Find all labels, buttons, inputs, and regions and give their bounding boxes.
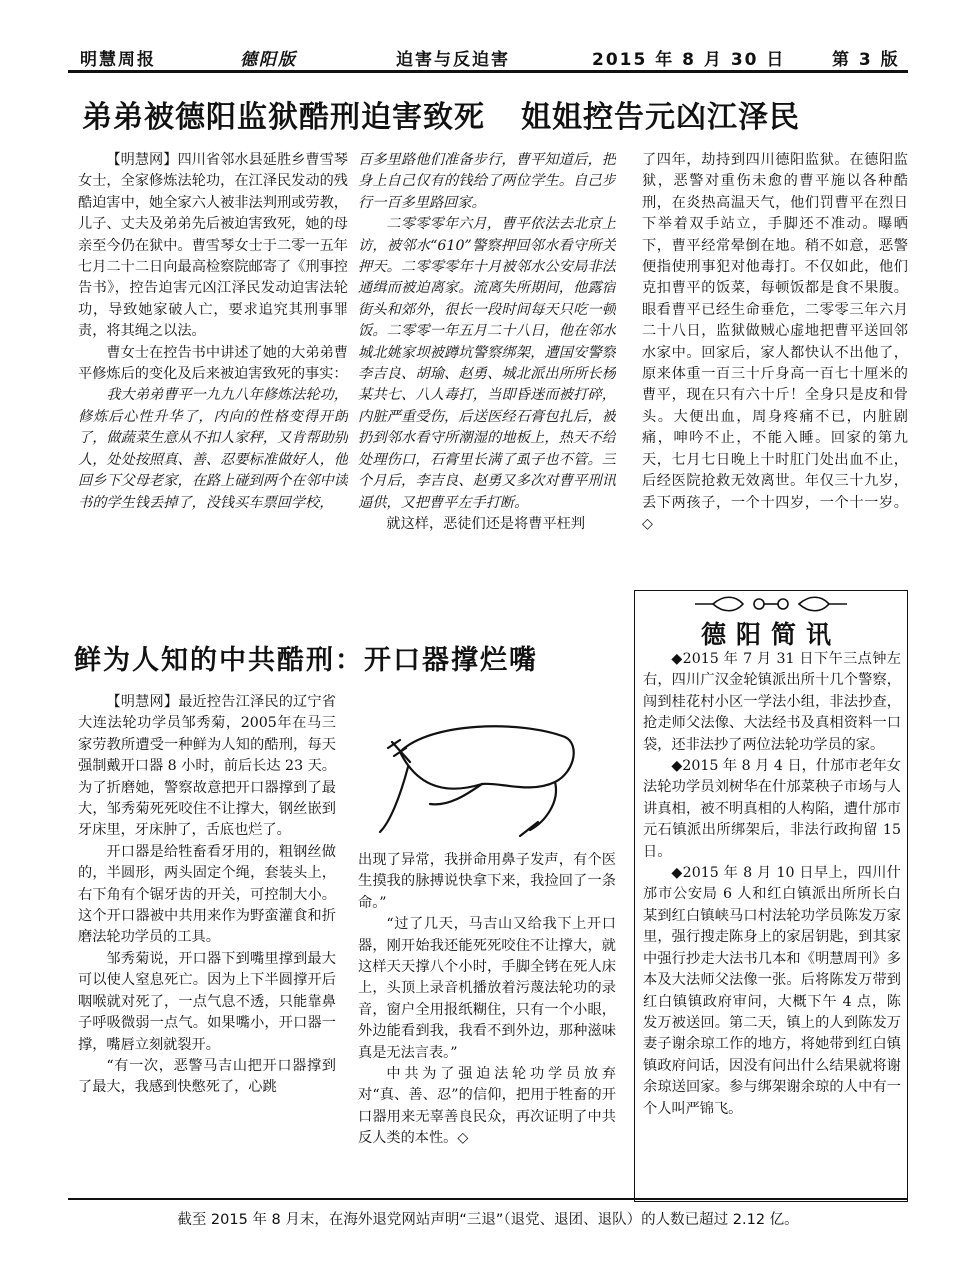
article1-column-2 [358, 150, 616, 610]
article1-quote: 二零零零年六月，曹平依法去北京上访，被邻水“610”警察押回邻水看守所关押天。二零零零年十月被邻水公安局非法通缉而被迫离家。流离失所期间，他露宿街头和郊外，很长一段时间每天只吃一顿饭。二零零一年五月二十八日，他在邻水城北姚家坝被蹲坑警察绑架，遭国安警察李吉良、胡瑜、赵勇、城北派出所所长杨某共七、八人毒打，当即昏迷而被打碎，内脏严重受伤，后送医经石膏包扎后，被扔到邻水看守所潮湿的地板上，热天不给处理伤口，石膏里长满了虱子也不管。三个月后，李吉良、赵勇又多次对曹平刑讯逼供，又把曹平左手打断。 [358, 216, 616, 511]
article1-title-sub: 姐姐控告元凶江泽民 [521, 100, 800, 135]
article1-paragraph: 了四年，劫持到四川德阳监狱。在德阳监狱，恶警对重伤未愈的曹平施以各种酷刑，在炎热高温天气，他们罚曹平在烈日下举着双手站立，手脚还不准动。曝晒下，曹平经常晕倒在地。稍不如意，恶警便指使刑事犯对他毒打。不仅如此，他们克扣曹平的饭菜，每顿饭都是食不果腹。眼看曹平已经生命垂危，二零零三年六月二十八日，监狱做贼心虚地把曹平送回邻水家中。回家后，家人都快认不出他了，原来体重一百三十斤身高一百七十厘米的曹平，现在只有六十斤！全身只是皮和骨头。大便出血，周身疼痛不已，内脏剧痛，呻吟不止，不能入睡。回家的第九天，七月七日晚上十时肛门处出血不止，后经医院抢救无效离世。年仅三十九岁，丢下两孩子，一个十四岁，一个十一岁。◇ [642, 152, 908, 532]
masthead-rule [68, 70, 908, 73]
article2-column-1 [78, 692, 336, 1192]
footer-rule [68, 1198, 908, 1200]
page-number: 第 3 版 [832, 50, 900, 70]
article1-column-1 [78, 150, 348, 610]
article2-paragraph: 开口器是给牲畜看牙用的，粗钢丝做的，半圆形，两头固定个绳，套装头上，右下角有个锯牙齿的开关，可控制大小。这个开口器被中共用来作为野蛮灌食和折磨法轮功学员的工具。 [78, 843, 336, 946]
brief-news-box [634, 590, 908, 1202]
article2-paragraph: “过了几天，马吉山又给我下上开口器，刚开始我还能死死咬住不让撑大，就这样天天撑八个小时，手脚全铐在死人床上，头顶上录音机播放着污蔑法轮功的录音，窗户全用报纸糊住，只有一个小眼，外边能看到我，我看不到外边，那种滋味真是无法言表。” [358, 916, 616, 1061]
article2-title: 鲜为人知的中共酷刑：开口器撑烂嘴 [74, 645, 538, 676]
edition-name: 德阳版 [240, 50, 297, 70]
article1-headline [82, 92, 800, 136]
section-name: 迫害与反迫害 [396, 50, 510, 70]
article1-quote: 百多里路他们准备步行，曹平知道后，把身上自己仅有的钱给了两位学生。自己步行一百多里路回家。 [358, 152, 616, 211]
issue-date: 2015 年 8 月 30 日 [592, 50, 786, 70]
footer-notice: 截至 2015 年 8 月末，在海外退党网站声明“三退”（退党、退团、退队）的人数已超过 2.12 亿。 [177, 1212, 799, 1228]
article1-title: 弟弟被德阳监狱酷刑迫害致死 [82, 100, 485, 135]
article2-paragraph: 邹秀菊说，开口器下到嘴里撑到最大可以使人窒息死亡。因为上下半圆撑开后咽喉就对死了，一点气息不透，只能靠鼻子呼吸微弱一点气。如果嘴小，开口器一撑，嘴唇立刻就裂开。 [78, 950, 336, 1053]
article1-paragraph: 就这样，恶徒们还是将曹平枉判 [386, 515, 586, 532]
masthead [68, 40, 908, 70]
brief-body [643, 649, 901, 1199]
article1-column-3 [642, 150, 908, 590]
mouth-gag-illustration [370, 712, 590, 842]
brief-item: ◆2015 年 8 月 4 日，什邡市老年女法轮功学员刘树华在什邡菜秧子市场与人讲真相，被不明真相的人构陷，遭什邡市元石镇派出所绑架后，非法行政拘留 15 日。 [643, 758, 901, 860]
article2-paragraph: 出现了异常，我拼命用鼻子发声，有个医生摸我的脉搏说快拿下来，我捡回了一条命。” [358, 852, 616, 911]
article2-column-2 [358, 850, 616, 1200]
article1-paragraph: 【明慧网】四川省邻水县延胜乡曹雪琴女士，全家修炼法轮功，在江泽民发动的残酷迫害中，她全家六人被非法判刑或劳教，儿子、丈夫及弟弟先后被迫害致死，她的母亲至今仍在狱中。曹雪琴女士于二零一五年七月二十二日向最高检察院邮寄了《刑事控告书》，控告迫害元凶江泽民发动迫害法轮功，导致她家破人亡，要求追究其刑事罪责，将其绳之以法。 [78, 152, 348, 340]
article2-paragraph: “有一次，恶警马吉山把开口器撑到了最大，我感到快憋死了，心跳 [78, 1057, 336, 1096]
brief-item: ◆2015 年 7 月 31 日下午三点钟左右，四川广汉金轮镇派出所十几个警察，闯到桂花村小区一学法小组，非法抄查，抢走师父法像、大法经书及真相资料一口袋，还非法抄了两位法轮功学员的家。 [643, 651, 901, 753]
article1-quote: 我大弟弟曹平一九九八年修炼法轮功，修炼后心性升华了，内向的性格变得开朗了，做蔬菜生意从不扣人家秤，又肯帮助别人，处处按照真、善、忍要标准做好人，他回乡下父母老家，在路上碰到两个在邻中读书的学生钱丢掉了，没钱买车票回学校， [78, 387, 348, 511]
brief-item: ◆2015 年 8 月 10 日早上，四川什邡市公安局 6 人和红白镇派出所所长白某到红白镇峡马口村法轮功学员陈发万家里，强行搜走陈身上的家居钥匙，到其家中强行抄走大法书几本和《明慧周刊》多本及大法师父法像一张。后将陈发万带到红白镇镇政府审问，大概下午 4 点，陈发万被送回。第二天，镇上的人到陈发万妻子谢余琼工作的地方，将她带到红白镇镇政府问话，因没有问出什么结果就将谢余琼送回家。参与绑架谢余琼的人中有一个人叫严锦飞。 [643, 865, 901, 1117]
ornament-icon [635, 591, 907, 617]
article2-paragraph: 【明慧网】最近控告江泽民的辽宁省大连法轮功学员邹秀菊，2005年在马三家劳教所遭受一种鲜为人知的酷刑，每天强制戴开口器 8 小时，前后长达 23 天。为了折磨她，警察故意把开口器撑到了最大，邹秀菊死死咬住不让撑大，钢丝嵌到牙床里，牙床肿了，舌底也烂了。 [78, 694, 336, 839]
article1-paragraph: 曹女士在控告书中讲述了她的大弟弟曹平修炼后的变化及后来被迫害致死的事实： [78, 344, 348, 383]
brief-title: 德阳简讯 [700, 620, 841, 649]
article2-paragraph: 中共为了强迫法轮功学员放弃对“真、善、忍”的信仰，把用于牲畜的开口器用来无辜善良民众，再次证明了中共反人类的本性。◇ [358, 1066, 616, 1147]
paper-name: 明慧周报 [80, 50, 156, 70]
